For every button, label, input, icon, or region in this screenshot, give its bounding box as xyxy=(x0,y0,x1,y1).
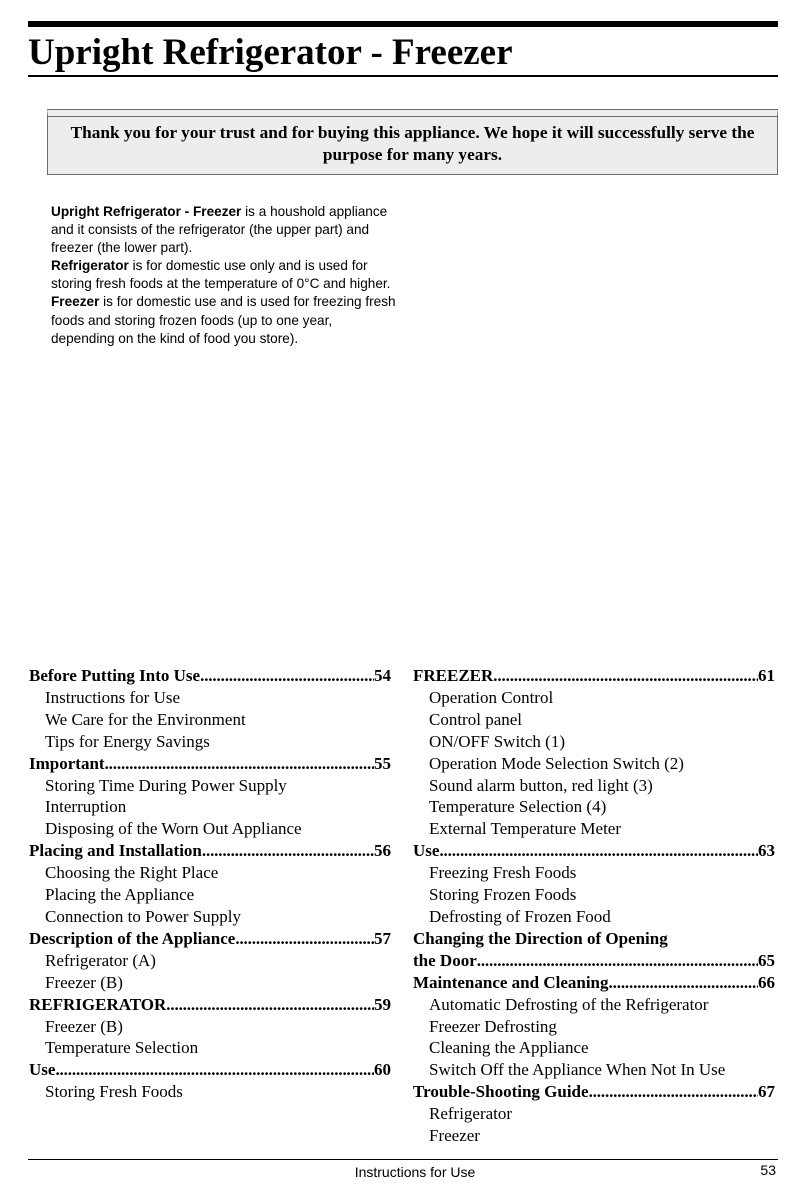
intro-term-freezer: Freezer xyxy=(51,294,100,310)
intro-desc-refrigerator: is for domestic use only and is used for storing fresh foods at the temperature of 0°C and higher. xyxy=(51,258,391,292)
toc-leader-dots xyxy=(55,1059,374,1081)
toc-subentry[interactable]: Temperature Selection xyxy=(45,1038,199,1058)
toc-entry[interactable] xyxy=(413,665,775,687)
toc-leader-dots xyxy=(493,665,758,687)
toc-leader-dots xyxy=(105,753,374,775)
toc-subentry[interactable]: Tips for Energy Savings xyxy=(45,731,210,751)
intro-desc-freezer: is for domestic use and is used for freezing fresh foods and storing frozen foods (up to one year, depending on the kind of food you store). xyxy=(51,294,396,346)
toc-subentry[interactable]: Freezer (B) xyxy=(45,972,123,992)
toc-entry[interactable] xyxy=(29,1059,391,1081)
toc-subentry[interactable]: Interruption xyxy=(45,797,127,817)
toc-subentry[interactable]: Cleaning the Appliance xyxy=(429,1038,589,1058)
toc-entry-title: Description of the Appliance xyxy=(29,928,236,948)
intro-paragraph-refrigerator xyxy=(51,257,396,293)
toc-entry[interactable] xyxy=(413,1081,775,1103)
toc-entry[interactable] xyxy=(29,994,391,1016)
toc-leader-dots xyxy=(202,840,374,862)
toc-entry-page: 59 xyxy=(374,994,391,1014)
thank-you-text: Thank you for your trust and for buying this appliance. We hope it will successfully serve the purpose for many years. xyxy=(70,123,755,164)
toc-leader-dots xyxy=(439,840,758,862)
toc-entry-page: 57 xyxy=(374,928,391,948)
toc-leader-dots xyxy=(166,994,374,1016)
toc-subentry[interactable]: We Care for the Environment xyxy=(45,709,246,729)
intro-term-appliance: Upright Refrigerator - Freezer xyxy=(51,204,242,219)
toc-entry-page: 55 xyxy=(374,753,391,773)
toc-subentry[interactable]: Refrigerator xyxy=(429,1104,513,1124)
intro-paragraph-appliance xyxy=(51,203,396,257)
toc-entry-page: 63 xyxy=(758,841,775,861)
toc-entry-page: 56 xyxy=(374,841,391,861)
toc-leader-dots xyxy=(477,950,758,972)
toc-entry-page: 54 xyxy=(374,666,391,685)
toc-subentry[interactable]: Defrosting of Frozen Food xyxy=(429,906,611,926)
toc-entry[interactable] xyxy=(29,840,391,862)
toc-subentry[interactable]: Automatic Defrosting of the Refrigerator xyxy=(429,994,709,1014)
toc-left-column xyxy=(29,665,391,1103)
toc-leader-dots xyxy=(609,972,758,994)
toc-subentry[interactable]: ON/OFF Switch (1) xyxy=(429,731,566,751)
toc-entry-page: 60 xyxy=(374,1060,391,1080)
thank-you-box xyxy=(47,109,778,175)
toc-entry-title: Trouble-Shooting Guide xyxy=(413,1082,589,1102)
toc-subentry[interactable]: Instructions for Use xyxy=(45,687,181,707)
toc-entry-page: 65 xyxy=(758,950,775,970)
toc-subentry[interactable]: Sound alarm button, red light (3) xyxy=(429,775,653,795)
toc-entry-title-line[interactable]: Changing the Direction of Opening xyxy=(413,928,668,948)
toc-entry-title: REFRIGERATOR xyxy=(29,994,167,1014)
toc-entry-title: Use xyxy=(413,841,440,861)
toc-leader-dots xyxy=(589,1081,758,1103)
toc-subentry[interactable]: Storing Frozen Foods xyxy=(429,885,577,905)
toc-subentry[interactable]: Disposing of the Worn Out Appliance xyxy=(45,819,302,839)
toc-subentry[interactable]: Switch Off the Appliance When Not In Use xyxy=(429,1060,726,1080)
toc-entry[interactable] xyxy=(413,840,775,862)
title-rule xyxy=(28,75,778,77)
toc-subentry[interactable]: Operation Mode Selection Switch (2) xyxy=(429,753,684,773)
toc-entry-title: FREEZER xyxy=(413,666,494,685)
toc-leader-dots xyxy=(235,928,374,950)
footer-label: Instructions for Use xyxy=(354,1164,476,1180)
toc-entry-title: Maintenance and Cleaning xyxy=(413,972,609,992)
page-number: 53 xyxy=(760,1162,776,1178)
toc-right-column xyxy=(413,665,775,1147)
toc-entry[interactable] xyxy=(29,928,391,950)
toc-subentry[interactable]: External Temperature Meter xyxy=(429,819,622,839)
toc-subentry[interactable]: Freezer Defrosting xyxy=(429,1016,557,1036)
toc-leader-dots xyxy=(200,665,374,687)
toc-entry[interactable] xyxy=(413,950,775,972)
toc-entry[interactable] xyxy=(29,665,391,687)
toc-subentry[interactable]: Freezing Fresh Foods xyxy=(429,863,577,883)
toc-entry-title: Use xyxy=(29,1060,56,1080)
toc-entry-title: Important xyxy=(29,753,105,773)
toc-subentry[interactable]: Temperature Selection (4) xyxy=(429,797,607,817)
intro-paragraph-freezer xyxy=(51,293,396,347)
toc-subentry[interactable]: Control panel xyxy=(429,709,523,729)
toc-entry-title: the Door xyxy=(413,950,477,970)
intro-term-refrigerator: Refrigerator xyxy=(51,258,129,274)
toc-entry[interactable] xyxy=(413,972,775,994)
toc-entry-page: 66 xyxy=(758,972,775,992)
toc-entry-title: Placing and Installation xyxy=(29,841,202,861)
toc-entry-title: Before Putting Into Use xyxy=(29,666,201,685)
toc-subentry[interactable]: Storing Time During Power Supply xyxy=(45,775,287,795)
toc-subentry[interactable]: Placing the Appliance xyxy=(45,885,195,905)
top-rule xyxy=(28,21,778,27)
footer-rule xyxy=(28,1159,778,1160)
toc-entry[interactable] xyxy=(29,753,391,775)
toc-subentry[interactable]: Storing Fresh Foods xyxy=(45,1082,183,1102)
toc-subentry[interactable]: Freezer (B) xyxy=(45,1016,123,1036)
toc-subentry[interactable]: Operation Control xyxy=(429,687,554,707)
toc-subentry[interactable]: Freezer xyxy=(429,1126,480,1146)
toc-subentry[interactable]: Connection to Power Supply xyxy=(45,906,241,926)
toc-subentry[interactable]: Refrigerator (A) xyxy=(45,950,156,970)
toc-entry-page: 67 xyxy=(758,1082,775,1102)
intro-text xyxy=(51,203,396,348)
page-title: Upright Refrigerator - Freezer xyxy=(28,32,513,73)
toc-entry-page: 61 xyxy=(758,666,775,685)
intro-desc-appliance: is a houshold appliance and it consists of the refrigerator (the upper part) and freezer (the lower part). xyxy=(51,204,388,256)
toc-subentry[interactable]: Choosing the Right Place xyxy=(45,863,219,883)
